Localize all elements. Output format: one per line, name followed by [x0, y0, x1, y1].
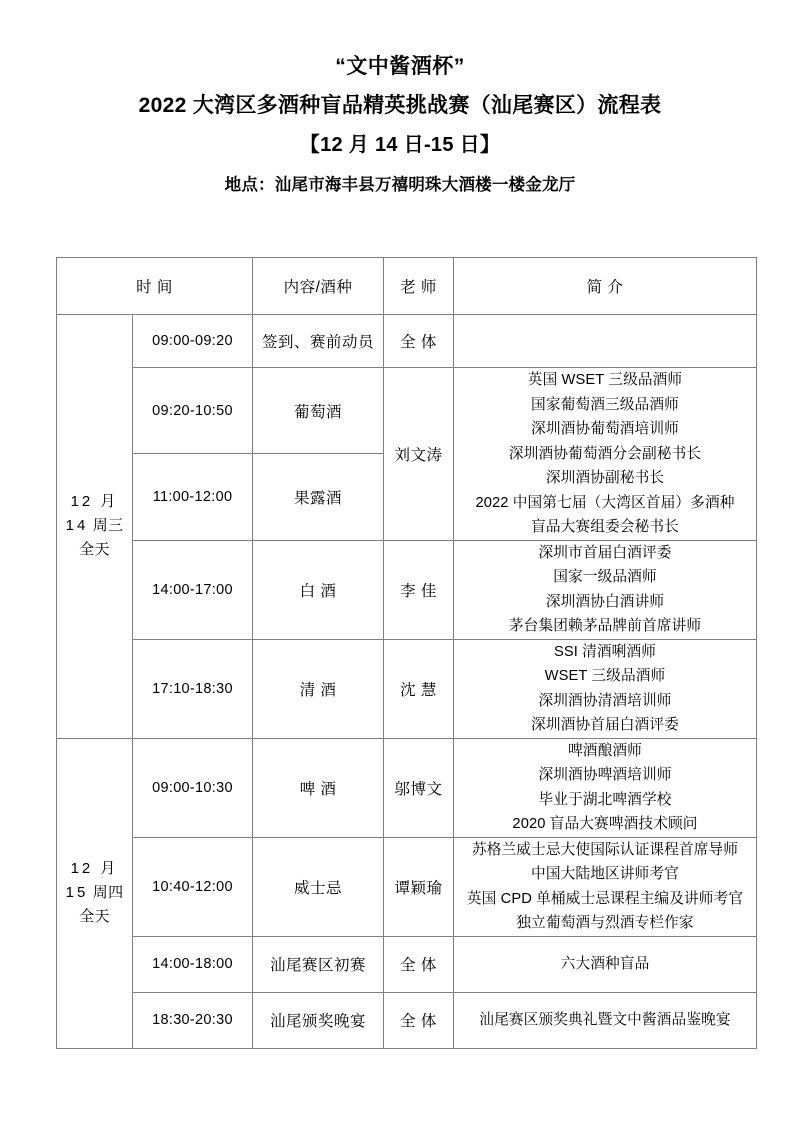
bio-line: 独立葡萄酒与烈酒专栏作家: [516, 915, 694, 931]
date-line-3: 全天: [79, 541, 110, 559]
teacher-cell: 李 佳: [384, 540, 454, 639]
column-header-content: 内容/酒种: [253, 258, 384, 315]
bio-line: 深圳市首届白酒评委: [538, 544, 672, 561]
bio-line: SSI 清酒唎酒师: [553, 643, 657, 660]
time-cell: 17:10-18:30: [133, 639, 253, 738]
content-cell: 汕尾赛区初赛: [253, 936, 384, 992]
bio-cell: [454, 936, 757, 992]
bio-line: 深圳酒协白酒讲师: [545, 593, 665, 610]
table-row: [57, 738, 757, 837]
bio-line: 六大酒种盲品: [560, 956, 650, 972]
title-line-1: “文中酱酒杯”: [335, 55, 465, 78]
time-cell: 09:00-09:20: [133, 315, 253, 368]
schedule-table: [56, 257, 757, 1049]
date-line-1: 12 月 15: [65, 860, 119, 901]
bio-cell: [454, 540, 757, 639]
bio-line: 啤酒酿酒师: [568, 742, 642, 759]
date-cell-day2: [57, 738, 133, 1048]
bio-line: 国家一级品酒师: [553, 569, 657, 585]
title-line-2: 2022 大湾区多酒种盲品精英挑战赛（汕尾赛区）流程表: [138, 94, 662, 117]
time-cell: 11:00-12:00: [133, 454, 253, 540]
teacher-cell: 谭颖瑜: [384, 837, 454, 936]
column-header-bio: 简 介: [454, 258, 757, 315]
bio-cell: [454, 992, 757, 1048]
content-cell: 签到、赛前动员: [253, 315, 384, 368]
time-cell: 18:30-20:30: [133, 992, 253, 1048]
bio-cell: [454, 639, 757, 738]
bio-cell: [454, 368, 757, 541]
teacher-cell: 全 体: [384, 936, 454, 992]
bio-line: 深圳酒协葡萄酒分会副秘书长: [508, 445, 702, 462]
bio-line: 2022 中国第七届（大湾区首届）多酒种: [475, 494, 735, 511]
bio-line: 毕业于湖北啤酒学校: [538, 791, 672, 808]
bio-line: 茅台集团赖茅品牌前首席讲师: [508, 618, 702, 634]
bio-line: 2020 盲品大赛啤酒技术顾问: [512, 816, 698, 832]
table-header-row: [57, 258, 757, 315]
venue-line: 地点：汕尾市海丰县万禧明珠大酒楼一楼金龙厅: [224, 176, 576, 194]
teacher-cell: 邬博文: [384, 738, 454, 837]
bio-line: 英国 CPD 单桶威士忌课程主编及讲师考官: [466, 890, 744, 907]
date-line-2: 周四: [92, 884, 124, 901]
date-cell-day1: [57, 315, 133, 739]
bio-line: 深圳酒协葡萄酒培训师: [531, 421, 679, 437]
bio-cell: [454, 738, 757, 837]
content-cell: 清 酒: [253, 639, 384, 738]
time-cell: 09:00-10:30: [133, 738, 253, 837]
table-row: [57, 368, 757, 454]
content-cell: 威士忌: [253, 837, 384, 936]
teacher-cell: 全 体: [384, 992, 454, 1048]
table-row: [57, 540, 757, 639]
bio-line: 汕尾赛区颁奖典礼暨文中酱酒品鉴晚宴: [479, 1012, 731, 1028]
column-header-teacher: 老 师: [384, 258, 454, 315]
bio-line: 盲品大赛组委会秘书长: [531, 519, 679, 535]
table-row: [57, 639, 757, 738]
bio-line: 深圳酒协啤酒培训师: [538, 767, 672, 783]
date-line-1: 12 月 14: [65, 493, 119, 535]
bio-line: 国家葡萄酒三级品酒师: [531, 396, 679, 413]
table-row: [57, 936, 757, 992]
content-cell: 啤 酒: [253, 738, 384, 837]
table-row: [57, 837, 757, 936]
bio-line: 中国大陆地区讲师考官: [531, 866, 679, 882]
bio-line: 苏格兰威士忌大使国际认证课程首席导师: [471, 841, 739, 858]
teacher-cell: 全 体: [384, 315, 454, 368]
schedule-table-wrapper: [56, 257, 756, 1049]
time-cell: 10:40-12:00: [133, 837, 253, 936]
teacher-cell: 刘文涛: [384, 368, 454, 541]
date-line-2: 周三: [92, 517, 124, 535]
time-cell: 14:00-17:00: [133, 540, 253, 639]
time-cell: 09:20-10:50: [133, 368, 253, 454]
title-date-range: 【12 月 14 日-15 日】: [299, 134, 501, 156]
bio-line: 深圳酒协副秘书长: [545, 470, 665, 486]
date-line-3: 全天: [79, 908, 110, 925]
column-header-time: 时 间: [57, 258, 253, 315]
time-cell: 14:00-18:00: [133, 936, 253, 992]
content-cell: 汕尾颁奖晚宴: [253, 992, 384, 1048]
table-row: [57, 315, 757, 368]
bio-cell: [454, 315, 757, 368]
teacher-cell: 沈 慧: [384, 639, 454, 738]
table-row: [57, 992, 757, 1048]
bio-cell: [454, 837, 757, 936]
content-cell: 白 酒: [253, 540, 384, 639]
bio-line: 深圳酒协首届白酒评委: [531, 717, 679, 733]
content-cell: 果露酒: [253, 454, 384, 540]
content-cell: 葡萄酒: [253, 368, 384, 454]
document-heading: [0, 0, 800, 198]
bio-line: 深圳酒协清酒培训师: [538, 692, 672, 709]
bio-line: 英国 WSET 三级品酒师: [527, 372, 683, 388]
bio-line: WSET 三级品酒师: [544, 668, 666, 684]
